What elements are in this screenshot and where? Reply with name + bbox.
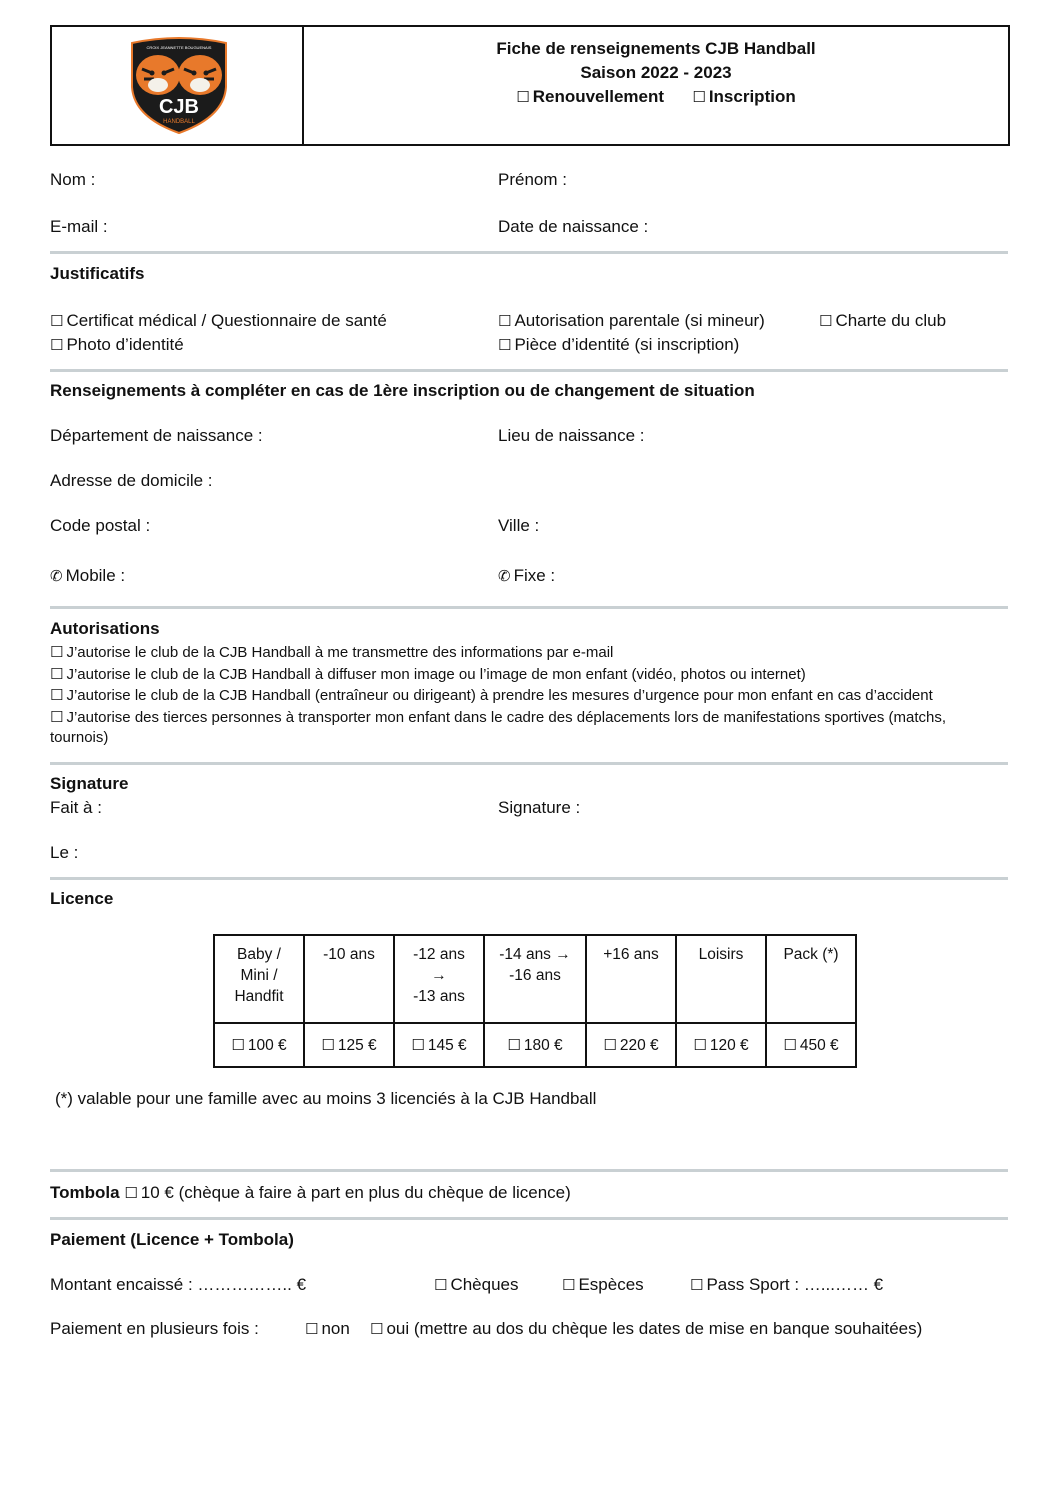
section-divider	[50, 1169, 1008, 1172]
category-label: Pack (*)	[783, 946, 839, 963]
category-cell	[586, 935, 676, 1023]
section-divider	[50, 762, 1008, 765]
plusieurs-fois-label: Paiement en plusieurs fois :	[50, 1319, 259, 1338]
autorisation-label: J’autorise des tierces personnes à transporter mon enfant dans le cadre des déplacements lors de manifestations sportives (matchs,	[66, 709, 947, 726]
autorisation-item[interactable]	[50, 708, 946, 726]
price-label: 125 €	[337, 1036, 377, 1054]
new-label: Inscription	[708, 87, 796, 106]
cheques-label: Chèques	[450, 1275, 519, 1294]
section-title-autorisations: Autorisations	[50, 619, 160, 638]
autorisation-continuation: tournois)	[50, 729, 109, 746]
category-cell	[766, 935, 856, 1023]
checkbox-icon[interactable]: ☐	[370, 1320, 384, 1338]
section-divider	[50, 369, 1008, 372]
section-title-justificatifs: Justificatifs	[50, 264, 145, 283]
autorisation-item[interactable]	[50, 643, 613, 661]
price-cell[interactable]	[586, 1023, 676, 1067]
justif-label: Charte du club	[835, 311, 947, 330]
checkbox-icon[interactable]: ☐	[783, 1035, 797, 1054]
section-divider	[50, 1217, 1008, 1220]
checkbox-icon[interactable]: ☐	[50, 336, 64, 354]
checkbox-icon[interactable]: ☐	[321, 1035, 335, 1054]
justif-item[interactable]	[498, 335, 739, 355]
checkbox-icon[interactable]: ☐	[507, 1035, 521, 1054]
tombola-row[interactable]	[50, 1183, 571, 1203]
adresse-label: Adresse de domicile :	[50, 471, 213, 490]
price-cell[interactable]	[484, 1023, 586, 1067]
category-cell	[394, 935, 484, 1023]
checkbox-icon[interactable]: ☐	[231, 1035, 245, 1054]
especes-label: Espèces	[578, 1275, 644, 1294]
category-label: Loisirs	[698, 946, 744, 963]
mobile-label: Mobile :	[65, 566, 126, 585]
fait-label: Fait à :	[50, 798, 102, 817]
section-title-signature: Signature	[50, 774, 129, 793]
cheques-option[interactable]	[434, 1275, 519, 1295]
checkbox-icon[interactable]: ☐	[434, 1276, 448, 1294]
mobile-field	[50, 566, 125, 586]
checkbox-icon[interactable]: ☐	[819, 312, 833, 330]
phone-icon: ✆	[50, 567, 63, 585]
new-option[interactable]	[692, 87, 795, 106]
price-cell[interactable]	[304, 1023, 394, 1067]
category-label: -10 ans	[323, 946, 375, 963]
fixe-label: Fixe :	[513, 566, 556, 585]
category-label: Baby /	[237, 946, 281, 963]
category-cell	[676, 935, 766, 1023]
cjb-logo	[124, 35, 234, 135]
price-cell[interactable]	[394, 1023, 484, 1067]
checkbox-icon[interactable]: ☐	[124, 1184, 138, 1202]
price-label: 100 €	[247, 1036, 287, 1054]
checkbox-icon[interactable]: ☐	[498, 336, 512, 354]
justif-label: Photo d’identité	[66, 335, 184, 354]
checkbox-icon[interactable]: ☐	[690, 1276, 704, 1294]
licence-note: (*) valable pour une famille avec au moins 3 licenciés à la CJB Handball	[55, 1089, 597, 1108]
autorisation-item[interactable]	[50, 686, 933, 704]
price-cell[interactable]	[766, 1023, 856, 1067]
price-label: 145 €	[427, 1036, 467, 1054]
section-title-licence: Licence	[50, 889, 114, 908]
ville-label: Ville :	[498, 516, 540, 535]
renew-label: Renouvellement	[532, 87, 665, 106]
header-text	[304, 37, 1008, 109]
renew-option[interactable]	[516, 87, 664, 106]
tombola-label: 10 € (chèque à faire à part en plus du chèque de licence)	[140, 1183, 571, 1202]
checkbox-icon[interactable]: ☐	[603, 1035, 617, 1054]
justif-item[interactable]	[50, 311, 387, 331]
checkbox-icon[interactable]: ☐	[50, 643, 64, 661]
price-cell[interactable]	[676, 1023, 766, 1067]
category-label: →	[431, 967, 447, 984]
section-divider	[50, 251, 1008, 254]
logo-subtext: HANDBALL	[163, 119, 195, 125]
category-label: -16 ans	[509, 967, 561, 984]
table-row	[214, 935, 856, 1023]
autorisation-item[interactable]	[50, 665, 806, 683]
category-label: -13 ans	[413, 988, 465, 1005]
section-title-renseignements: Renseignements à compléter en cas de 1ère inscription ou de changement de situation	[50, 381, 755, 400]
justif-label: Certificat médical / Questionnaire de santé	[66, 311, 387, 330]
category-label: +16 ans	[603, 946, 659, 963]
logo-text: CJB	[158, 96, 200, 118]
category-label: -12 ans	[413, 946, 465, 963]
montant-label: Montant encaissé : …………….. €	[50, 1275, 307, 1294]
section-divider	[50, 877, 1008, 880]
logo-arc-text: CROIX JEANNETTE BOUGUENAIS	[146, 45, 212, 50]
checkbox-icon[interactable]: ☐	[50, 665, 64, 683]
autorisation-label: J’autorise le club de la CJB Handball (entraîneur ou dirigeant) à prendre les mesures d’urgence pour mon enfant en cas d’accident	[66, 687, 933, 704]
section-title-paiement: Paiement (Licence + Tombola)	[50, 1230, 294, 1249]
checkbox-icon[interactable]: ☐	[50, 708, 64, 726]
email-label: E-mail :	[50, 217, 108, 236]
section-divider	[50, 606, 1008, 609]
price-label: 120 €	[709, 1036, 749, 1054]
prenom-label: Prénom :	[498, 170, 567, 189]
checkbox-icon[interactable]: ☐	[411, 1035, 425, 1054]
category-label: Mini /	[240, 967, 278, 984]
le-label: Le :	[50, 843, 79, 862]
signature-label: Signature :	[498, 798, 581, 817]
justif-label: Pièce d’identité (si inscription)	[514, 335, 740, 354]
licence-table	[213, 934, 857, 1068]
price-label: 220 €	[619, 1036, 659, 1054]
justif-label: Autorisation parentale (si mineur)	[514, 311, 765, 330]
checkbox-icon[interactable]: ☐	[693, 1035, 707, 1054]
non-option[interactable]	[305, 1319, 350, 1339]
checkbox-icon[interactable]: ☐	[516, 88, 530, 106]
cp-label: Code postal :	[50, 516, 151, 535]
checkbox-icon[interactable]: ☐	[692, 88, 706, 106]
pass-sport-label: Pass Sport : …...…… €	[706, 1275, 884, 1294]
category-cell	[304, 935, 394, 1023]
departement-label: Département de naissance :	[50, 426, 263, 445]
category-cell	[484, 935, 586, 1023]
non-label: non	[321, 1319, 350, 1338]
price-cell[interactable]	[214, 1023, 304, 1067]
checkbox-icon[interactable]: ☐	[305, 1320, 319, 1338]
form-title: Fiche de renseignements CJB Handball	[496, 39, 816, 58]
category-cell	[214, 935, 304, 1023]
justif-item[interactable]	[50, 335, 184, 355]
lieu-label: Lieu de naissance :	[498, 426, 645, 445]
justif-item[interactable]	[819, 311, 946, 331]
birthdate-label: Date de naissance :	[498, 217, 649, 236]
checkbox-icon[interactable]: ☐	[498, 312, 512, 330]
oui-label: oui (mettre au dos du chèque les dates de mise en banque souhaitées)	[386, 1319, 923, 1338]
form-header	[50, 25, 1010, 146]
especes-option[interactable]	[562, 1275, 644, 1295]
fixe-field	[498, 566, 555, 586]
justif-item[interactable]	[498, 311, 765, 331]
table-row	[214, 1023, 856, 1067]
oui-option[interactable]	[370, 1319, 922, 1339]
price-label: 450 €	[799, 1036, 839, 1054]
checkbox-icon[interactable]: ☐	[50, 312, 64, 330]
category-label: -14 ans →	[499, 946, 571, 963]
section-title-tombola: Tombola	[50, 1183, 120, 1202]
phone-icon: ✆	[498, 567, 511, 585]
season-label: Saison 2022 - 2023	[580, 63, 732, 82]
checkbox-icon[interactable]: ☐	[50, 686, 64, 704]
autorisation-label: J’autorise le club de la CJB Handball à diffuser mon image ou l’image de mon enfant (vidéo, photos ou internet)	[66, 666, 806, 683]
nom-label: Nom :	[50, 170, 96, 189]
category-label: Handfit	[234, 988, 284, 1005]
checkbox-icon[interactable]: ☐	[562, 1276, 576, 1294]
pass-sport-option[interactable]	[690, 1275, 883, 1295]
price-label: 180 €	[523, 1036, 563, 1054]
autorisation-label: J’autorise le club de la CJB Handball à me transmettre des informations par e-mail	[66, 644, 614, 661]
